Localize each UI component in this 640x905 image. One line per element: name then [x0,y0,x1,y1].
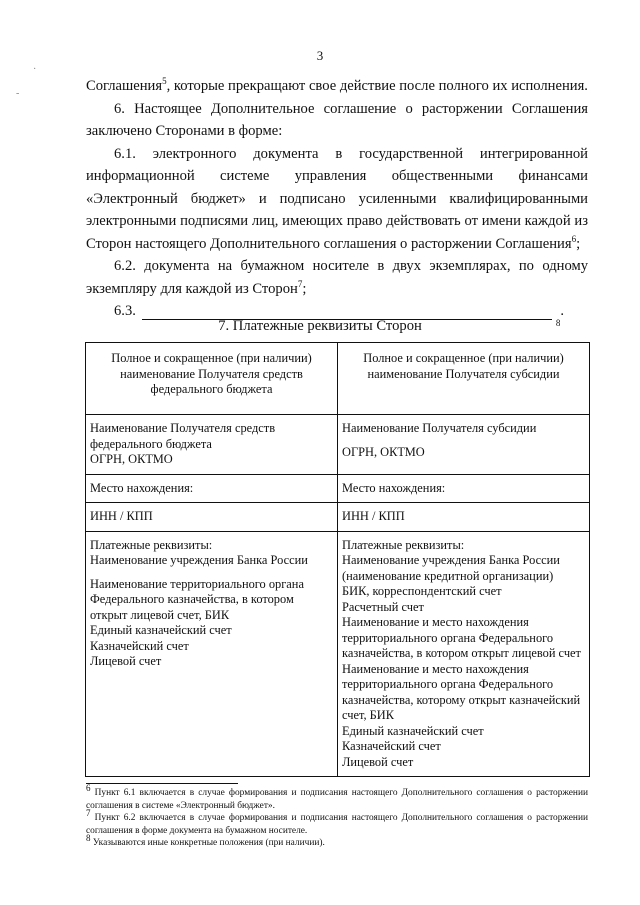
header-cell-right: Полное и сокращенное (при наличии) наименование Получателя субсидии [338,343,590,415]
footnote-ref: 6 [571,233,577,244]
paragraph-5-end: Соглашения$^5$, которые прекращают свое действие после полного их исполнения. [86,76,588,94]
table-row [86,343,590,415]
paragraph-6-1: 6.1. электронного документа в государственной интегрированной информационной системе управления общественными финансами «Электронный бюджет» и подписано усиленными квалифицированными электронными подписями лиц, имеющих право действовать от имени каждой из Сторон настоящего Дополнительного соглашения о расторжении Соглашения$^6$; [86,145,588,252]
paragraph-6: 6. Настоящее Дополнительное соглашение о расторжении Соглашения заключено Сторонами в форме: [86,100,588,139]
footnote-6: $^6$ Пункт 6.1 включается в случае формирования и подписания настоящего Дополнительного соглашения о расторжении соглашения в системе «Электронный бюджет». [86,782,588,811]
table-row [86,503,590,532]
scan-mark: · [33,64,37,75]
cell-left: Наименование Получателя средств федерального бюджета ОГРН, ОКТМО [86,415,338,475]
cell-right: Платежные реквизиты: Наименование учреждения Банка России (наименование кредитной организации) БИК, корреспондентский счет Расчетный счет Наименование и место нахождения территориального органа Федерального казначейства, в котором открыт лицевой счет Наименование и место нахождения территориального органа Федерального казначейства, которому открыт казначейский счет, БИК Единый казначейский счет Казначейский счет Лицевой счет [338,531,590,777]
payment-details-table [85,342,590,777]
table-row [86,415,590,475]
footnote-7: $^7$ Пункт 6.2 включается в случае формирования и подписания настоящего Дополнительного соглашения о расторжении соглашения в форме документа на бумажном носителе. [86,807,588,836]
cell-left: ИНН / КПП [86,503,338,532]
cell-right: ИНН / КПП [338,503,590,532]
page-number: 3 [316,48,324,63]
header-cell-left: Полное и сокращенное (при наличии) наименование Получателя средств федерального бюджета [86,343,338,415]
footnotes [86,782,588,850]
footnote-8: $^8$ Указываются иные конкретные положения (при наличии). [86,832,325,848]
paragraph-6-2: 6.2. документа на бумажном носителе в двух экземплярах, по одному экземпляру для каждой из Сторон$^7$; [86,258,588,297]
footnote-divider [86,783,238,784]
table-row [86,474,590,503]
section-title: 7. Платежные реквизиты Сторон [218,318,422,334]
cell-right: Место нахождения: [338,474,590,503]
footnote-ref: 5 [162,76,167,87]
table-row [86,531,590,777]
scan-mark: - [16,88,20,99]
paragraph-6-3: 6.3. 8 . [114,303,565,328]
cell-right: Наименование Получателя субсидии ОГРН, ОКТМО [338,415,590,475]
cell-left: Место нахождения: [86,474,338,503]
footnote-ref: 7 [297,278,303,289]
cell-left: Платежные реквизиты: Наименование учреждения Банка России Наименование территориального органа Федерального казначейства, в котором открыт лицевой счет, БИК Единый казначейский счет Казначейский счет Лицевой счет [86,531,338,777]
